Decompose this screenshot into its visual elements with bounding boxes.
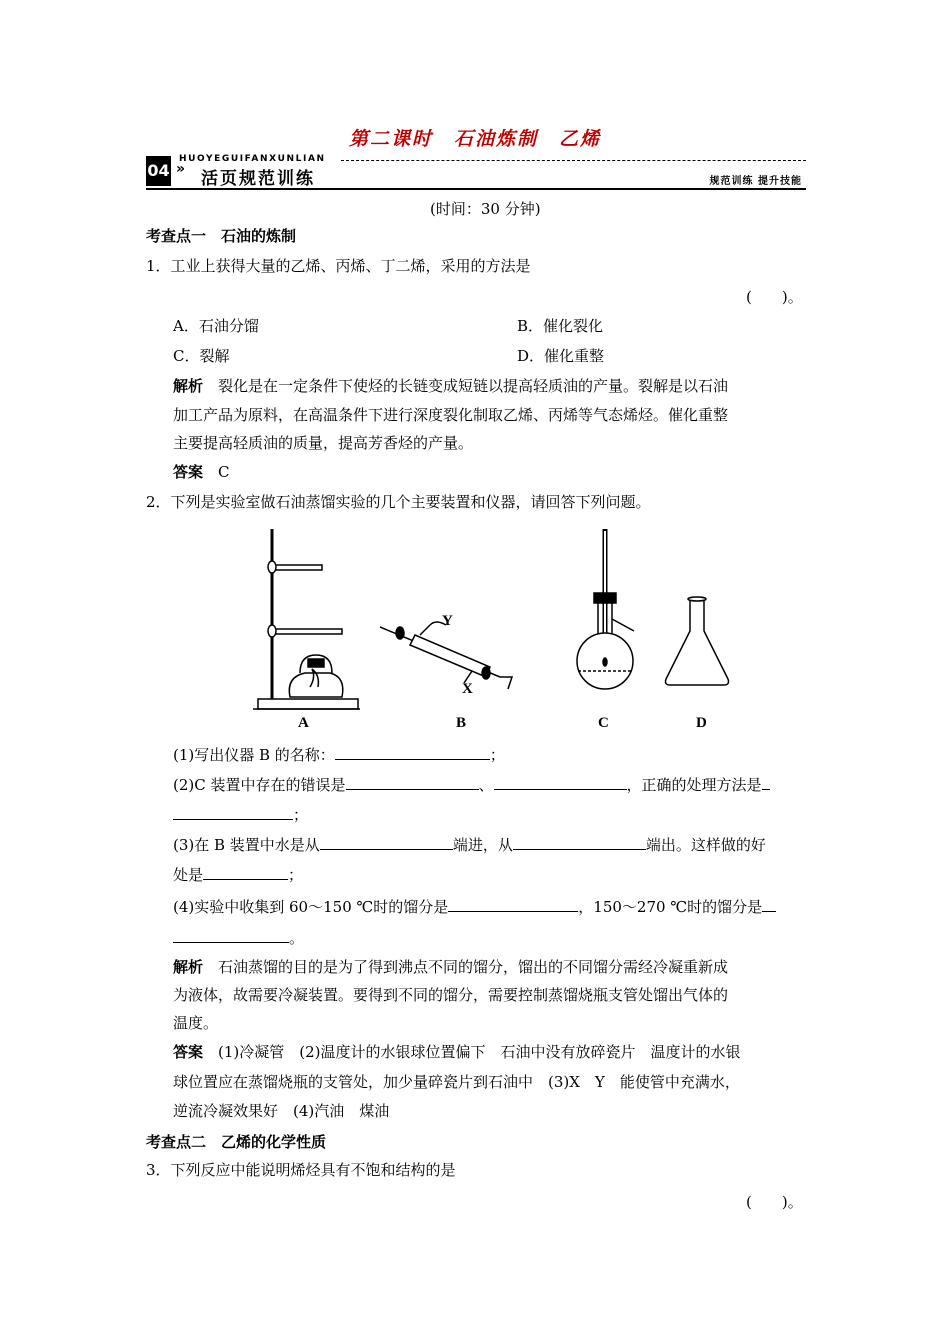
apparatus-b [380,613,512,697]
q2-sub4 [173,895,776,917]
analysis-line: 裂化是在一定条件下使烃的长链变成短链以提高轻质油的产量。裂解是以石油 [218,377,729,395]
sub4-text: ，150～270 ℃时的馏分是 [578,898,763,916]
blank-line [513,833,646,850]
answer-value: C [218,463,230,481]
q2-sub3-cont [173,863,303,885]
q2-answer [173,1042,741,1062]
blank-line [320,833,453,850]
q3-stem: 3．下列反应中能说明烯烃具有不饱和结构的是 [146,1161,456,1179]
blank-line [173,803,293,820]
page-title: 第二课时 石油炼制 乙烯 [348,128,601,150]
q2-sub2 [173,773,770,795]
label-a: A [298,715,309,731]
q1-analysis [173,376,728,396]
part2-heading: 考查点二 乙烯的化学性质 [146,1133,327,1151]
analysis-line: 石油蒸馏的目的是为了得到沸点不同的馏分，馏出的不同馏分需经冷凝重新成 [218,958,729,976]
q1-option-c: C．裂解 [173,347,230,365]
sub3-end: ； [288,866,304,884]
sub3-text: (3)在 B 装置中水是从 [173,836,320,854]
apparatus-a [253,529,360,709]
answer-line: (1)冷凝管 (2)温度计的水银球位置偏下 石油中没有放碎瓷片 温度计的水银 [218,1043,741,1061]
q1-bracket: ( )。 [746,288,803,306]
apparatus-c [577,529,634,689]
label-c: C [598,715,609,731]
analysis-line: 主要提高轻质油的质量，提高芳香烃的产量。 [173,434,474,452]
sub3-text: 处是 [173,866,204,884]
label-b: B [456,715,467,731]
answer-line: 球位置应在蒸馏烧瓶的支管处，加少量碎瓷片到石油中 (3)X Y 能使管中充满水， [173,1073,740,1091]
section-pinyin: HUOYEGUIFANXUNLIAN [179,154,326,164]
sub2-sep: 、 [478,776,494,794]
dotted-divider [341,160,806,161]
water-outlet-mark: Y [442,613,453,629]
sub4-end: 。 [289,929,305,947]
sub2-text: (2)C 装置中存在的错误是 [173,776,346,794]
q3-bracket: ( )。 [746,1193,803,1211]
analysis-line: 为液体，故需要冷凝装置。要得到不同的馏分，需要控制蒸馏烧瓶支管处馏出气体的 [173,986,729,1004]
q2-sub2-cont [173,803,308,825]
q2-stem: 2．下列是实验室做石油蒸馏实验的几个主要装置和仪器，请回答下列问题。 [146,493,651,511]
chevron-right-icon: » [176,161,186,177]
water-inlet-mark: X [462,681,473,697]
blank-line [762,895,776,912]
q1-option-a: A．石油分馏 [173,317,259,335]
sub2-text: ，正确的处理方法是 [626,776,762,794]
sub1-end: ； [489,746,505,764]
q1-option-b: B．催化裂化 [517,317,604,335]
q1-stem: 1．工业上获得大量的乙烯、丙烯、丁二烯，采用的方法是 [146,257,531,275]
apparatus-d [666,597,729,685]
blank-line [762,773,770,790]
answer-label: 答案 [173,463,204,481]
section-banner [146,152,806,190]
blank-line [448,895,578,912]
sub3-text: 端出。这样做的好 [645,836,766,854]
apparatus-figure [250,527,730,737]
q2-sub4-cont [173,926,304,948]
sub3-text: 端进，从 [452,836,513,854]
label-d: D [696,715,707,731]
sub1-text: (1)写出仪器 B 的名称： [173,746,335,764]
analysis-line: 温度。 [173,1014,219,1032]
sub2-end: ； [293,806,309,824]
section-title: 活页规范训练 [201,169,315,189]
section-tag: 规范训练 提升技能 [709,176,802,187]
blank-line [335,743,490,760]
analysis-line: 加工产品为原料，在高温条件下进行深度裂化制取乙烯、丙烯等气态烯烃。催化重整 [173,406,729,424]
answer-line: 逆流冷凝效果好 (4)汽油 煤油 [173,1102,390,1120]
banner-rule [146,188,806,190]
answer-label: 答案 [173,1043,204,1061]
q1-answer [173,462,230,482]
q2-sub3 [173,833,766,855]
blank-line [203,863,288,880]
q1-option-d: D．催化重整 [517,347,605,365]
part1-heading: 考查点一 石油的炼制 [146,227,297,245]
q2-analysis [173,957,728,977]
analysis-label: 解析 [173,377,204,395]
blank-line [346,773,479,790]
section-number: 04 [146,156,171,186]
q2-sub1 [173,743,505,765]
sub4-text: (4)实验中收集到 60～150 ℃时的馏分是 [173,898,449,916]
time-note: (时间：30 分钟) [430,200,541,218]
analysis-label: 解析 [173,958,204,976]
blank-line [173,926,289,943]
blank-line [494,773,627,790]
